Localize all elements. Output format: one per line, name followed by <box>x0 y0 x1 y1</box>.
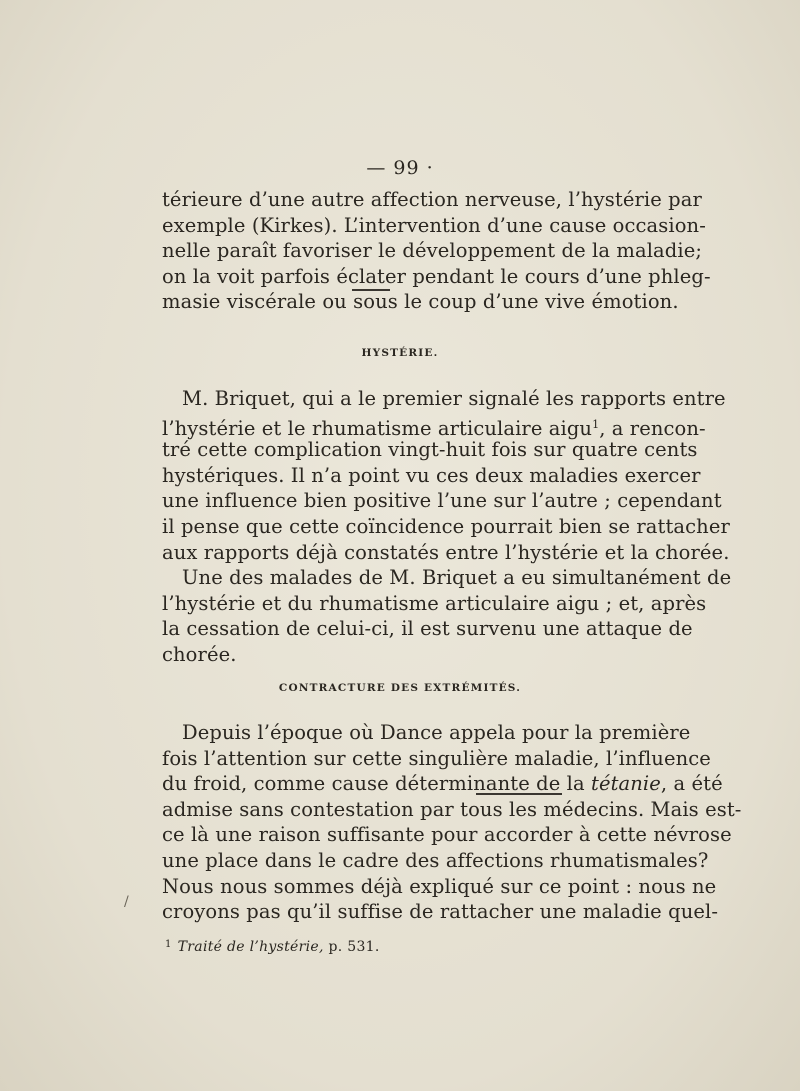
footnote-page: p. 531. <box>323 939 380 955</box>
text-line: ce là une raison suffisante pour accorder à cette névrose <box>162 823 732 847</box>
text-line: aux rapports déjà constatés entre l’hystérie et la chorée. <box>162 540 730 564</box>
text-line: il pense que cette coïncidence pourrait bien se rattacher <box>162 514 730 538</box>
text-line: admise sans contestation par tous les médecins. Mais est- <box>162 797 742 821</box>
text-segment: , a rencon- <box>599 416 706 440</box>
page-number: — 99 · <box>366 157 434 179</box>
section-heading-hysteria: HYSTÉRIE. <box>361 347 439 359</box>
section-heading-contracture: CONTRACTURE DES EXTRÉMITÉS. <box>278 682 522 694</box>
text-line: chorée. <box>162 642 237 666</box>
text-line: M. Briquet, qui a le premier signalé les rapports entre <box>182 387 726 410</box>
pencil-underline <box>352 289 390 291</box>
text-line: Nous nous sommes déjà expliqué sur ce point : nous ne <box>162 874 717 898</box>
text-line: l’hystérie et du rhumatisme articulaire aigu ; et, après <box>162 591 707 615</box>
text-segment: l’hystérie et le rhumatisme articulaire aigu <box>162 416 593 440</box>
text-segment: , a été <box>660 772 723 796</box>
italic-term: tétanie <box>591 772 661 796</box>
text-line: masie viscérale ou sous le coup d’une vive émotion. <box>162 290 679 314</box>
footnote-reference: 1 <box>592 417 600 431</box>
text-line: térieure d’une autre affection nerveuse, l’hystérie par <box>162 188 702 211</box>
text-line: tré cette complication vingt-huit fois sur quatre cents <box>162 438 698 462</box>
footnote-title: Traité de l’hystérie, <box>177 939 324 955</box>
paragraph-briquet <box>162 386 732 668</box>
footnote-mark: 1 <box>165 939 172 950</box>
text-line: croyons pas qu’il suffise de rattacher une maladie quel- <box>162 900 719 924</box>
footnote <box>165 939 380 955</box>
paragraph-dance <box>162 720 742 925</box>
margin-pencil-mark: / <box>124 894 129 910</box>
paragraph-continuation <box>162 187 711 315</box>
text-line: une influence bien positive l’une sur l’autre ; cependant <box>162 489 722 513</box>
text-line: fois l’attention sur cette singulière maladie, l’influence <box>162 746 711 770</box>
text-line: hystériques. Il n’a point vu ces deux maladies exercer <box>162 463 701 487</box>
text-line: on la voit parfois éclater pendant le cours d’une phleg- <box>162 264 711 288</box>
text-line <box>162 412 706 440</box>
text-line: Depuis l’époque où Dance appela pour la première <box>182 721 691 744</box>
text-segment: du froid, comme cause déterminante de la <box>162 772 585 796</box>
text-line: exemple (Kirkes). L’intervention d’une cause occasion- <box>162 213 706 237</box>
text-line: Une des malades de M. Briquet a eu simultanément de <box>182 566 732 590</box>
text-line: une place dans le cadre des affections rhumatismales? <box>162 848 709 872</box>
text-line: la cessation de celui-ci, il est survenu une attaque de <box>162 617 693 641</box>
text-line: nelle paraît favoriser le développement de la maladie; <box>162 239 703 263</box>
pencil-underline <box>476 793 562 795</box>
